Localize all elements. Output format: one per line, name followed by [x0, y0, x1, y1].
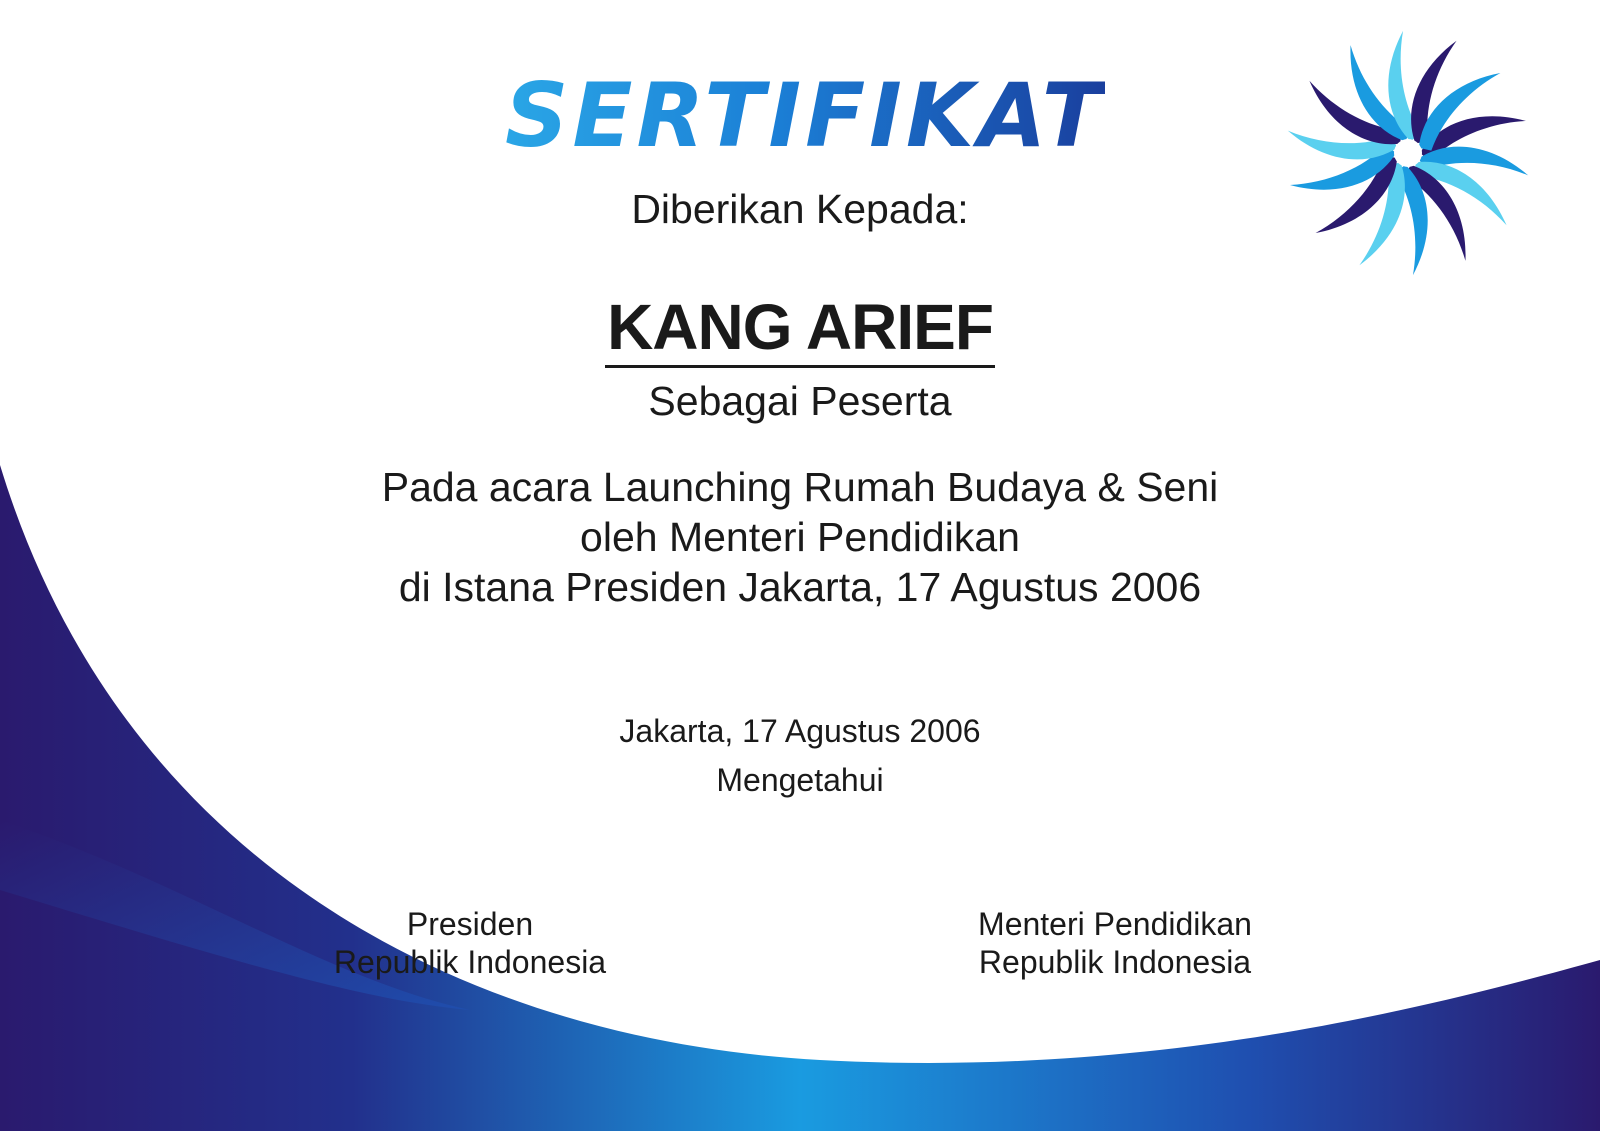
- signatory-minister-org: Republik Indonesia: [978, 944, 1252, 980]
- swirl-logo-icon: [1283, 28, 1533, 278]
- signatory-minister-title: Menteri Pendidikan: [978, 906, 1252, 942]
- signatory-president-org: Republik Indonesia: [333, 944, 607, 980]
- signatory-minister: [965, 905, 1265, 981]
- place-date: Jakarta, 17 Agustus 2006: [619, 713, 981, 749]
- recipient-name-text: KANG ARIEF: [605, 291, 995, 368]
- given-to-label: Diberikan Kepada:: [631, 186, 969, 232]
- signatory-president-title: Presiden: [406, 906, 534, 942]
- signatory-president: [300, 905, 640, 981]
- swirl-center: [1394, 139, 1422, 167]
- certificate-title: SERTIFIKAT: [505, 64, 1106, 167]
- acknowledged-label: Mengetahui: [716, 762, 884, 798]
- event-line-2: oleh Menteri Pendidikan: [580, 514, 1020, 560]
- role-text: Sebagai Peserta: [648, 378, 952, 424]
- event-line-1: Pada acara Launching Rumah Budaya & Seni: [381, 464, 1219, 510]
- event-line-3: di Istana Presiden Jakarta, 17 Agustus 2006: [398, 564, 1202, 610]
- recipient-name: [0, 290, 1600, 364]
- event-description: [0, 462, 1600, 612]
